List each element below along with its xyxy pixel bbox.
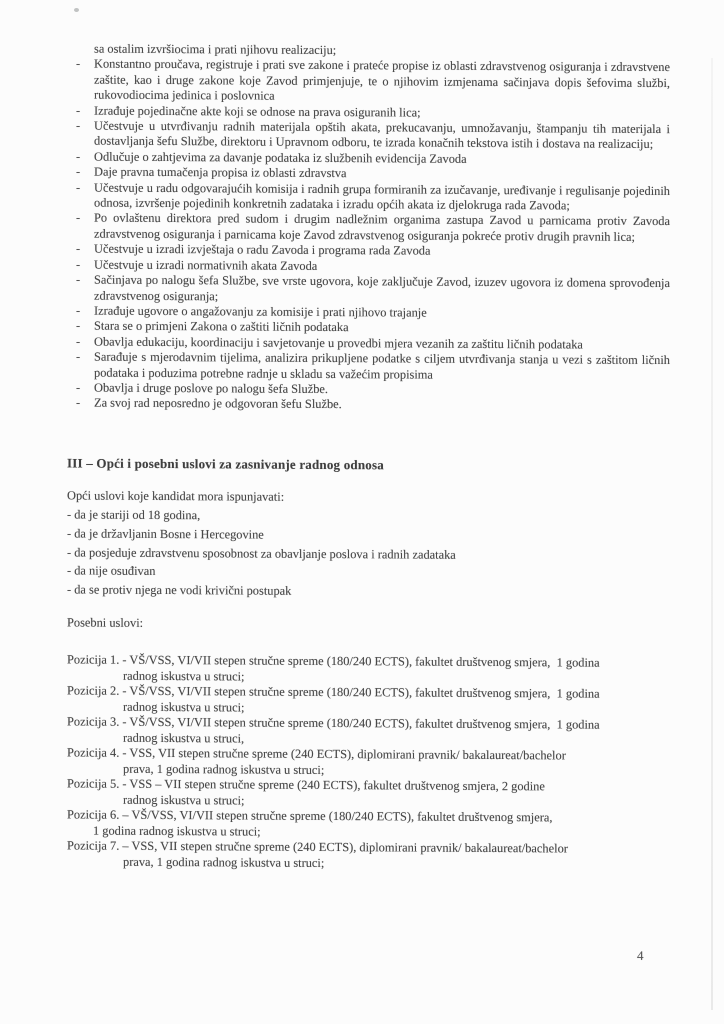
list-item [67,211,670,245]
bullet-dash: - [76,118,81,133]
position-line2: radnog iskustva u struci; [123,668,245,684]
position-item [67,683,670,718]
position-line2: radnog iskustva u struci; [123,699,245,715]
list-item: - da se protiv njega ne vodi krivični postupak [67,582,292,598]
list-item-text: Učestvuje u izradi izvještaja o radu Zavoda i programa rada Zavoda [94,241,431,258]
list-item-text: Izrađuje pojedinačne akte koji se odnose na prava osiguranih lica; [94,103,421,120]
position-item [67,714,670,749]
list-item [67,180,670,214]
list-item-text: Učestvuje u radu odgovarajućih komisija i radnih grupa formiranih za izučavanje, uređivanje i regulisanje pojedinih odnosa, izvršenje pojedinih konkretnih zadataka i izradu općih akata iz djelokruga rada Zavoda; [94,180,670,213]
position-line2: radnog iskustva u struci; [123,792,245,808]
position-line1: Pozicija 5. - VSS – VII stepen stručne spreme (240 ECTS), fakultet društvenog smjera, 2 godine [67,776,545,794]
bullet-dash: - [76,103,81,118]
position-line1: Pozicija 7. – VSS, VII stepen stručne spreme (240 ECTS), diplomirani pravnik/ bakalaureat/bachelor [67,838,568,856]
position-line1: Pozicija 6. – VŠ/VSS, VI/VII stepen stručne spreme (180/240 ECTS), fakultet društvenog smjera, [67,807,553,825]
position-item [67,838,670,873]
list-item-text: Obavlja i druge poslove po nalogu šefa Službe. [94,380,328,396]
list-item-text: Po ovlaštenu direktora pred sudom i drugim nadležnim organima zastupa Zavod u parnicama protiv Zavoda zdravstvenog osiguranja i parnicama koje Zavod zdravstvenog osiguranja pokreće protiv drugih pravnih lica; [94,211,670,244]
list-item [67,350,670,384]
position-line1: Pozicija 4. - VSS, VII stepen stručne spreme (240 ECTS), diplomirani pravnik/ bakalaureat/bachelor [67,745,566,763]
bullet-dash: - [76,318,81,333]
list-item-text: Sarađuje s mjerodavnim tijelima, analizira prikupljene podatke s ciljem utvrđivanja stanja u vezi s zaštitom ličnih podataka i poduzima potrebne radnje u skladu sa važećim propisima [94,349,670,382]
list-item-text: sa ostalim izvršiocima i prati njihovu realizaciju; [94,41,337,58]
general-conditions-intro: Opći uslovi koje kandidat mora ispunjavati: [67,488,285,504]
bullet-dash: - [76,210,81,225]
position-line2: 1 godina radnog iskustva u struci; [93,823,261,839]
list-item: - da posjeduje zdravstvenu sposobnost za obavljanje poslova i radnih zadataka [67,544,456,562]
bullet-dash: - [76,164,81,179]
position-item [67,807,670,842]
list-item-text: Izrađuje ugovore o angažovanju za komisije i prati njihovo trajanje [94,303,427,320]
position-item [67,652,670,687]
list-item [67,118,670,152]
bullet-dash: - [76,395,81,410]
bullet-dash: - [76,303,81,318]
list-item-text: Stara se o primjeni Zakona o zaštiti ličnih podataka [94,318,349,335]
position-line1: Pozicija 2. - VŠ/VSS, VI/VII stepen stručne spreme (180/240 ECTS), fakultet društvenog smjera, 1 godina [67,683,600,701]
list-item [67,57,670,107]
general-conditions-list [67,506,670,603]
page-number: 4 [637,947,644,963]
bullet-dash: - [76,349,81,364]
position-item [67,776,670,811]
list-item-text: Učestvuje u utvrđivanju radnih materijala opštih akata, prekucavanju, umnožavanju, štampanju tih materijala i dostavljanja šefu Službe, direktoru i Upravnom odboru, te izrada konačnih tekstova istih i dostava na realizaciju; [94,118,670,152]
list-item-text: Obavlja edukaciju, koordinaciju i savjetovanje u provedbi mjera vezanih za zaštitu ličnih podataka [94,334,583,352]
bullet-dash: - [76,272,81,287]
bullet-dash: - [76,56,81,71]
list-item [67,396,670,415]
list-item-text: Odlučuje o zahtjevima za davanje podataka iz službenih evidencija Zavoda [94,149,467,166]
position-line1: Pozicija 3. - VŠ/VSS, VI/VII stepen stručne spreme (180/240 ECTS), fakultet društvenog smjera, 1 godina [67,714,600,732]
list-item-text: Daje pravna tumačenja propisa iz oblasti zdravstva [94,164,347,181]
scan-speck-artifact [74,8,79,12]
bullet-dash: - [76,241,81,256]
bullet-dash: - [76,257,81,272]
scan-edge-artifact [711,58,713,1010]
section-heading: III – Opći i posebni uslovi za zasnivanje radnog odnosa [67,455,384,473]
list-item: - da nije osuđivan [67,563,156,579]
list-item-text: Konstantno proučava, registruje i prati sve zakone i prateće propise iz oblasti zdravstvenog osiguranja i zdravstvene zaštite, kao i druge zakone koje Zavod primjenjuje, te o njihovim izmjenama sačinjava dopis šefovima službi, rukovodiocima jedinica i poslovnica [94,56,670,103]
list-item [67,273,670,307]
bullet-dash: - [76,149,81,164]
position-item [67,745,670,780]
duties-list [67,41,670,414]
list-item-text: Učestvuje u izradi normativnih akata Zavoda [94,257,318,273]
position-line2: prava, 1 godina radnog iskustva u struci; [123,854,325,870]
special-conditions-intro: Posebni uslovi: [67,615,144,630]
list-item: - da je državljanin Bosne i Hercegovine [67,526,264,542]
position-line1: Pozicija 1. - VŠ/VSS, VI/VII stepen stručne spreme (180/240 ECTS), fakultet društvenog smjera, 1 godina [67,652,600,670]
position-line2: radnog iskustva u struci, [123,730,245,746]
list-item-text: Sačinjava po nalogu šefa Službe, sve vrste ugovora, koje zaključuje Zavod, izuzev ugovora iz domena sprovođenja zdravstvenog osiguranja; [94,272,670,303]
bullet-dash: - [76,334,81,349]
positions-list [67,652,670,873]
bullet-dash: - [76,180,81,195]
position-line2: prava, 1 godina radnog iskustva u struci; [123,761,325,777]
list-item-text: Za svoj rad neposredno je odgovoran šefu Službe. [94,395,342,412]
bullet-dash: - [76,380,81,395]
list-item: - da je stariji od 18 godina, [67,507,201,523]
